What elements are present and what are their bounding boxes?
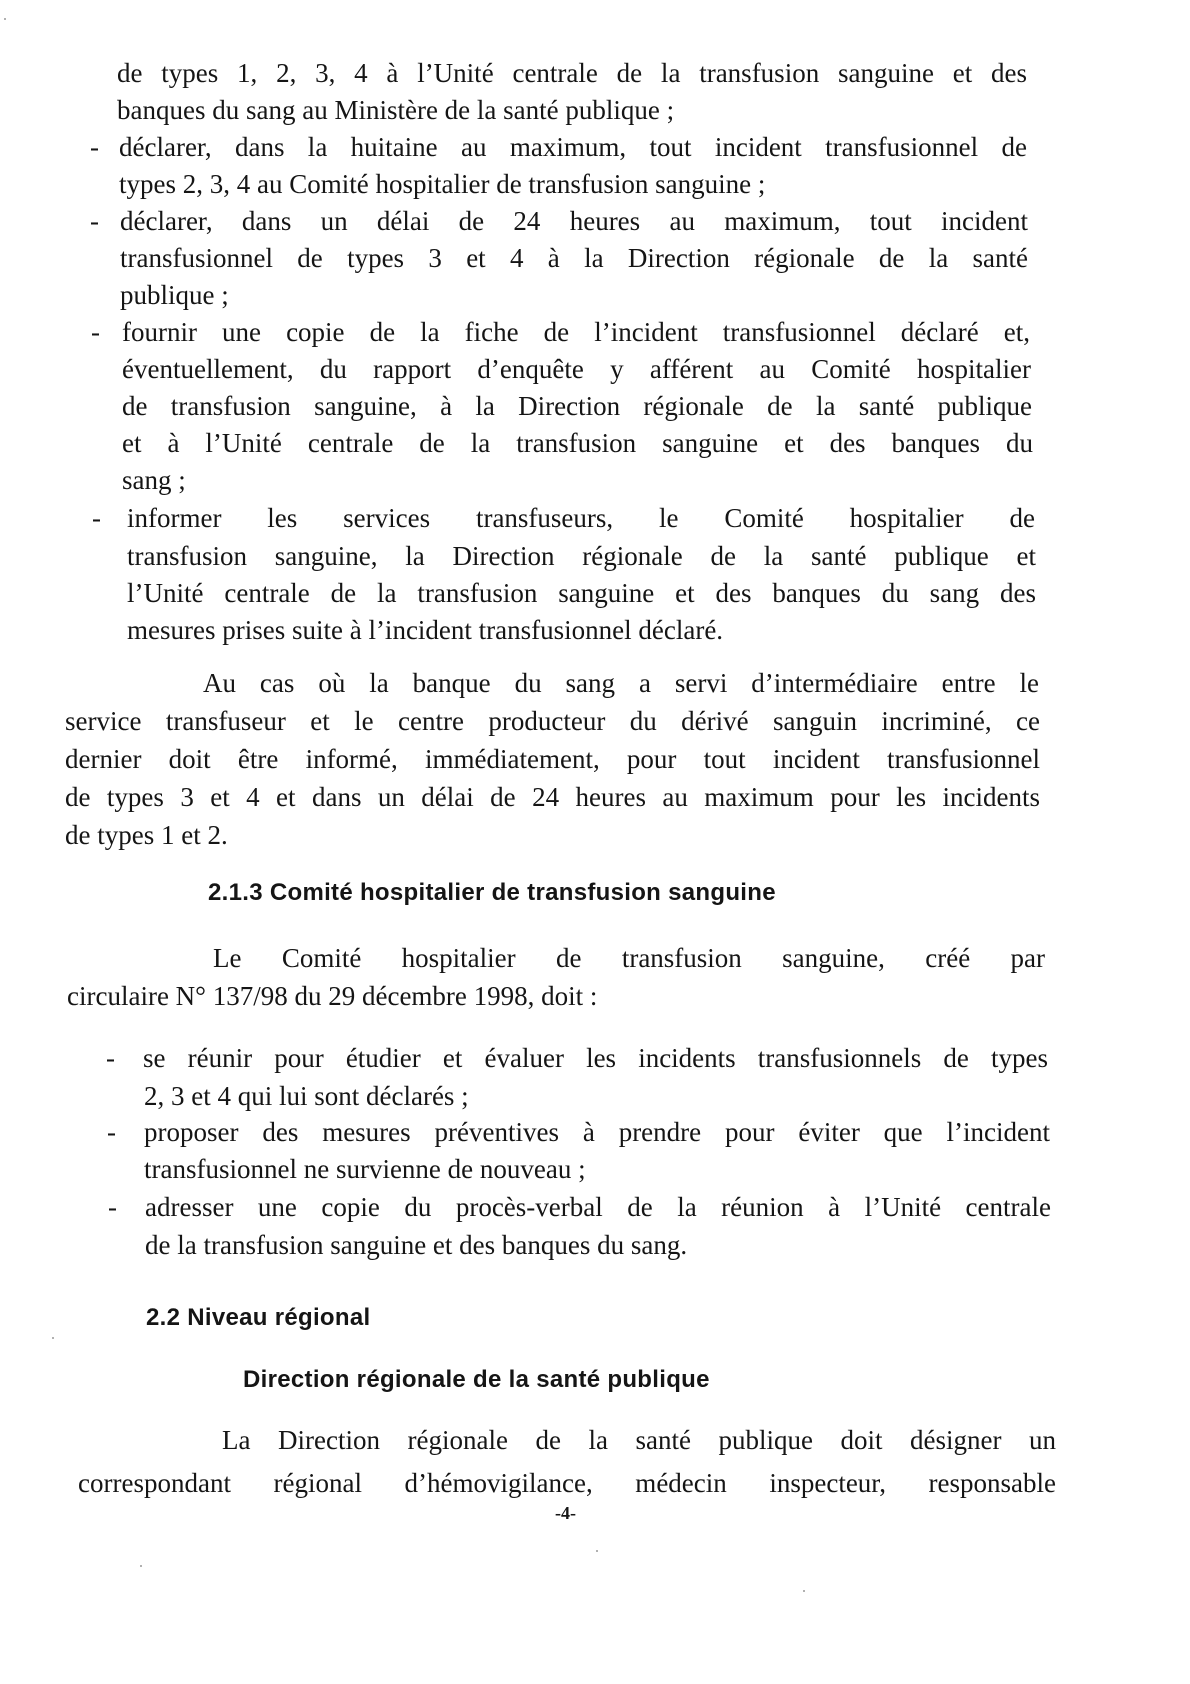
scan-speck [596, 1550, 598, 1552]
scan-speck [52, 1337, 54, 1339]
text-line: types 2, 3, 4 au Comité hospitalier de transfusion sanguine ; [119, 169, 766, 199]
text-line: 2, 3 et 4 qui lui sont déclarés ; [144, 1081, 469, 1111]
bullet-dash: - [91, 317, 100, 347]
text-line: de types 1, 2, 3, 4 à l’Unité centrale de la transfusion sanguine et des [117, 58, 1027, 88]
bullet-dash: - [90, 206, 99, 236]
text-line: de types 1 et 2. [65, 820, 228, 850]
text-line: transfusionnel ne survienne de nouveau ; [144, 1154, 586, 1184]
text-line: déclarer, dans un délai de 24 heures au maximum, tout incident [120, 206, 1028, 236]
text-line: proposer des mesures préventives à prendre pour éviter que l’incident [144, 1117, 1050, 1147]
text-line: éventuellement, du rapport d’enquête y afférent au Comité hospitalier [122, 354, 1031, 384]
page-number: -4- [555, 1503, 576, 1523]
text-line: de transfusion sanguine, à la Direction régionale de la santé publique [122, 391, 1032, 421]
text-line: dernier doit être informé, immédiatement, pour tout incident transfusionnel [65, 744, 1040, 774]
bullet-dash: - [90, 132, 99, 162]
text-line: se réunir pour étudier et évaluer les incidents transfusionnels de types [143, 1043, 1048, 1073]
text-line: mesures prises suite à l’incident transfusionnel déclaré. [127, 615, 724, 645]
text-line: fournir une copie de la fiche de l’incident transfusionnel déclaré et, [122, 317, 1030, 347]
text-line: adresser une copie du procès-verbal de la réunion à l’Unité centrale [145, 1192, 1051, 1222]
text-line: service transfuseur et le centre producteur du dérivé sanguin incriminé, ce [65, 706, 1040, 736]
text-line: l’Unité centrale de la transfusion sanguine et des banques du sang des [127, 578, 1036, 608]
text-line: transfusion sanguine, la Direction régionale de la santé publique et [127, 541, 1036, 571]
scan-speck [4, 18, 6, 20]
text-line: La Direction régionale de la santé publique doit désigner un [222, 1425, 1056, 1455]
text-line: transfusionnel de types 3 et 4 à la Direction régionale de la santé [120, 243, 1028, 273]
section-heading: 2.1.3 Comité hospitalier de transfusion sanguine [208, 879, 776, 906]
section-heading: 2.2 Niveau régional [146, 1304, 371, 1331]
text-line: Au cas où la banque du sang a servi d’intermédiaire entre le [203, 668, 1039, 698]
text-line: de la transfusion sanguine et des banques du sang. [145, 1230, 688, 1260]
text-line: banques du sang au Ministère de la santé publique ; [117, 95, 675, 125]
scan-speck [803, 1590, 805, 1592]
text-line: circulaire N° 137/98 du 29 décembre 1998, doit : [67, 981, 598, 1011]
bullet-dash: - [108, 1192, 117, 1222]
bullet-dash: - [92, 503, 101, 533]
text-line: sang ; [122, 465, 186, 495]
text-line: de types 3 et 4 et dans un délai de 24 heures au maximum pour les incidents [65, 782, 1040, 812]
text-line: informer les services transfuseurs, le Comité hospitalier de [127, 503, 1035, 533]
bullet-dash: - [107, 1117, 116, 1147]
bullet-dash: - [106, 1043, 115, 1073]
text-line: déclarer, dans la huitaine au maximum, tout incident transfusionnel de [119, 132, 1027, 162]
subsection-heading: Direction régionale de la santé publique [243, 1366, 710, 1393]
text-line: et à l’Unité centrale de la transfusion sanguine et des banques du [122, 428, 1033, 458]
text-line: Le Comité hospitalier de transfusion sanguine, créé par [213, 943, 1045, 973]
text-line: publique ; [120, 280, 229, 310]
text-line: correspondant régional d’hémovigilance, médecin inspecteur, responsable [78, 1468, 1056, 1498]
scan-speck [140, 1565, 142, 1567]
